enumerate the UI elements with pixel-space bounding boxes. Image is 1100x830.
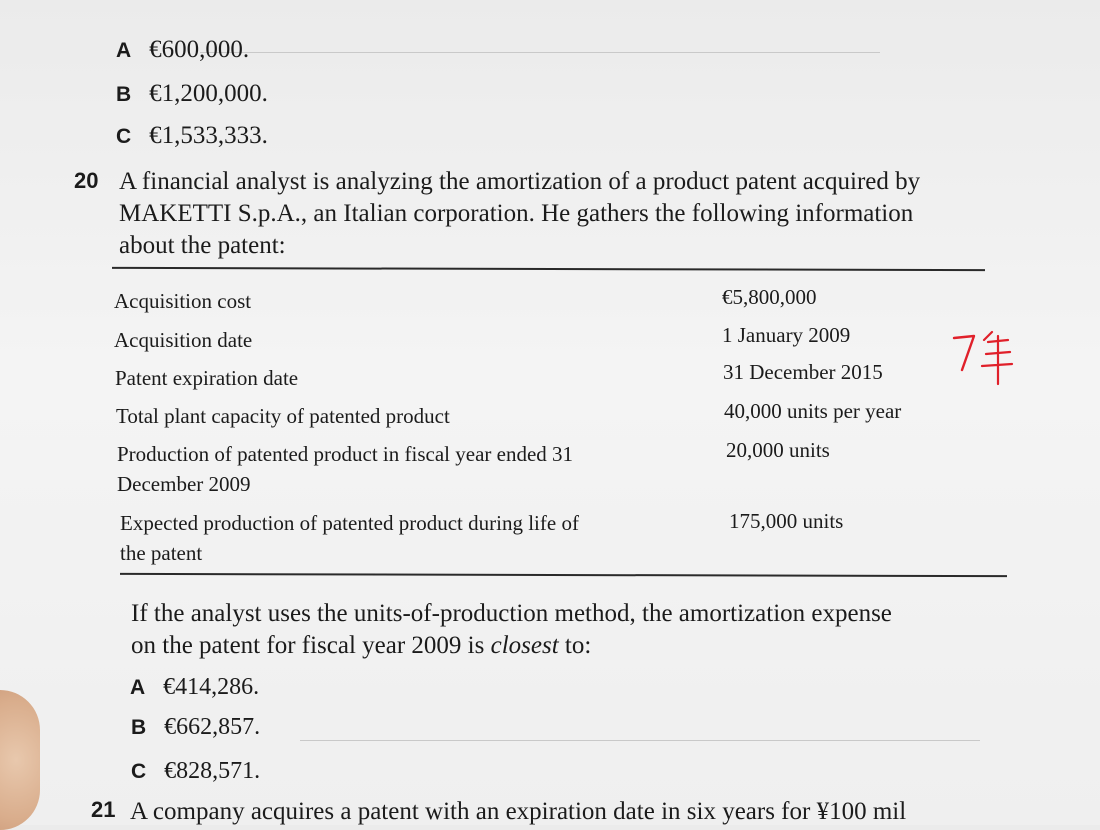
handwritten-annotation-icon: [948, 326, 1018, 386]
option-text: €414,286.: [163, 674, 260, 700]
prompt-text: to:: [558, 632, 592, 659]
option-letter: C: [116, 125, 132, 148]
question-stem: [119, 166, 1039, 262]
question-prompt: [131, 598, 1031, 662]
option-letter: B: [131, 716, 147, 739]
q20-option-c: [131, 758, 260, 785]
question-number: 20: [74, 168, 99, 193]
table-row-label: [117, 439, 697, 499]
option-text: €1,200,000.: [149, 80, 268, 107]
table-top-rule: [112, 267, 985, 271]
q20-option-a: [130, 674, 259, 701]
stem-line: A financial analyst is analyzing the amortization of a product patent acquired by: [119, 168, 921, 195]
option-letter: C: [131, 760, 147, 783]
option-text: €828,571.: [164, 758, 261, 784]
prompt-line: [131, 630, 1031, 662]
finger-photo-artifact: [0, 690, 40, 830]
option-letter: B: [116, 83, 132, 106]
table-row-label: Patent expiration date: [115, 366, 299, 390]
q19-option-b: [116, 80, 268, 108]
question-number: 21: [91, 797, 116, 822]
q19-option-c: [116, 122, 268, 150]
q19-option-a: [116, 36, 249, 64]
option-text: €1,533,333.: [149, 122, 268, 149]
table-bottom-rule: [120, 573, 1007, 577]
table-row-value: €5,800,000: [722, 285, 817, 309]
table-row-value: 20,000 units: [726, 438, 830, 462]
label-line: Expected production of patented product during life of: [120, 511, 579, 535]
option-text: €662,857.: [164, 714, 261, 740]
table-row-label: [120, 508, 700, 568]
prompt-line: If the analyst uses the units-of-production method, the amortization expense: [131, 600, 892, 627]
table-row-label: Acquisition date: [114, 328, 253, 352]
option-letter: A: [116, 39, 132, 62]
table-row-value: 40,000 units per year: [724, 399, 902, 423]
label-line: Production of patented product in fiscal year ended 31: [117, 442, 574, 466]
option-text: €600,000.: [149, 36, 250, 63]
label-line: December 2009: [117, 472, 251, 496]
table-row-value: 175,000 units: [729, 509, 844, 533]
prompt-text: on the patent for fiscal year 2009 is: [131, 632, 491, 659]
question-stem-partial: A company acquires a patent with an expiration date in six years for ¥100 mil: [130, 798, 907, 825]
stem-line: MAKETTI S.p.A., an Italian corporation. He gathers the following information: [119, 200, 914, 227]
prompt-emphasis: closest: [490, 632, 559, 659]
table-row-value: 1 January 2009: [722, 323, 851, 347]
table-row-label: Acquisition cost: [114, 289, 252, 313]
label-line: the patent: [120, 541, 203, 565]
table-row-value: 31 December 2015: [723, 360, 883, 384]
bleed-through-rule: [300, 740, 980, 741]
stem-line: about the patent:: [119, 232, 286, 259]
bleed-through-rule: [200, 52, 880, 53]
option-letter: A: [130, 676, 146, 699]
table-row-label: Total plant capacity of patented product: [116, 404, 450, 428]
q20-option-b: [131, 714, 260, 741]
